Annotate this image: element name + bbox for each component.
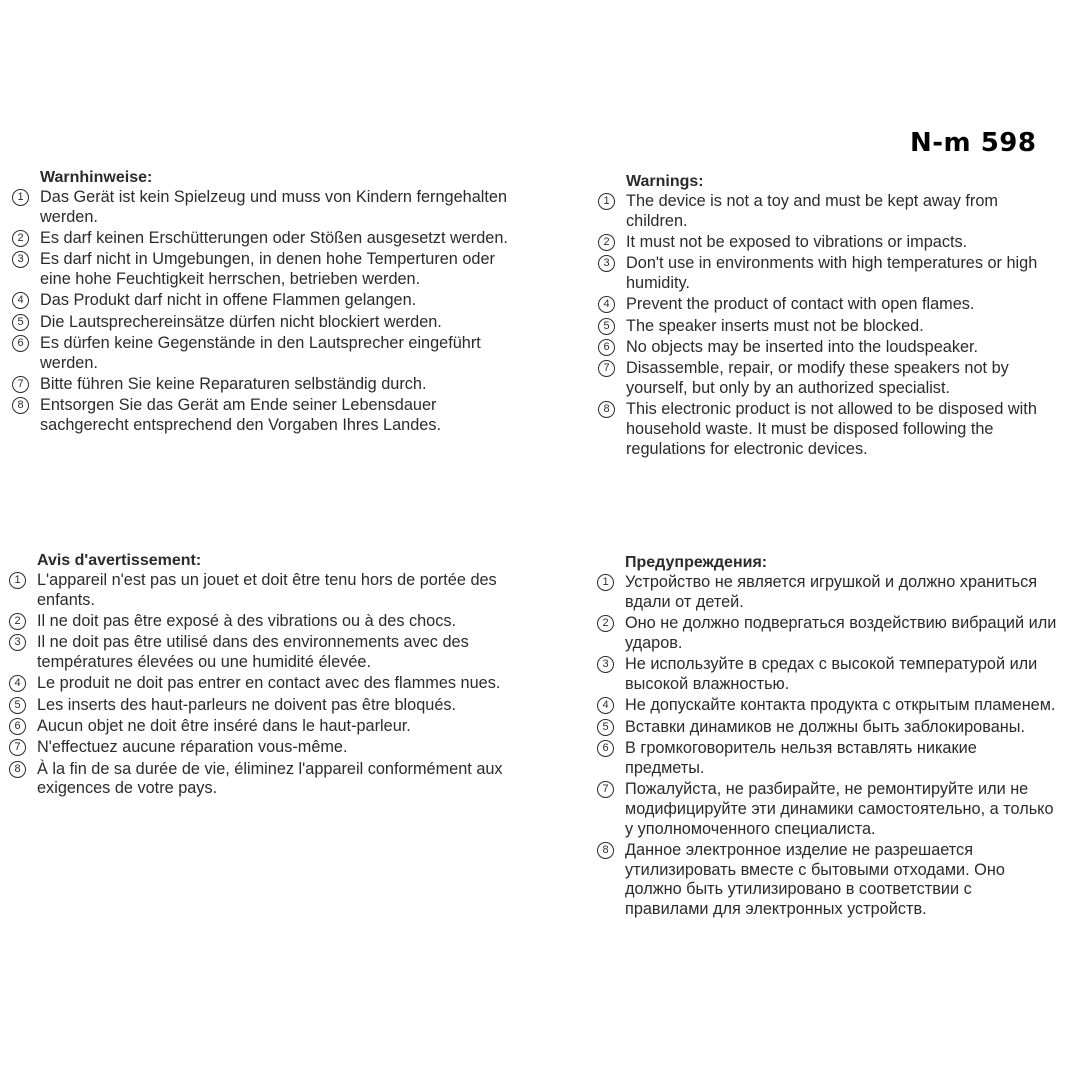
warning-item xyxy=(598,192,1060,232)
warning-text: À la fin de sa durée de vie, éliminez l'appareil conformément aux exigences de votre pays. xyxy=(37,759,503,798)
warning-text: В громкоговоритель нельзя вставлять никакие предметы. xyxy=(625,738,977,777)
warning-text: Disassemble, repair, or modify these speakers not by yourself, but only by an authorized specialist. xyxy=(626,359,1009,398)
section-heading: Предупреждения: xyxy=(625,554,768,571)
warning-text: Bitte führen Sie keine Reparaturen selbständig durch. xyxy=(40,375,427,394)
warning-text: Das Gerät ist kein Spielzeug und muss von Kindern ferngehalten werden. xyxy=(40,188,507,226)
warning-text: The device is not a toy and must be kept away from children. xyxy=(626,192,998,230)
item-number-badge: 2 xyxy=(9,613,26,630)
warning-item xyxy=(9,696,509,716)
item-number-badge: 1 xyxy=(597,574,614,591)
warning-list xyxy=(597,573,1059,920)
warning-item xyxy=(598,338,1060,358)
item-number-badge: 2 xyxy=(598,234,615,251)
item-number-badge: 7 xyxy=(597,781,614,798)
warning-item xyxy=(598,254,1060,294)
warning-text: Es darf nicht in Umgebungen, in denen hohe Temperturen oder eine hohe Feuchtigkeit herrschen, betrieben werden. xyxy=(40,250,495,289)
warning-text: Не допускайте контакта продукта с открытым пламенем. xyxy=(625,696,1056,715)
warning-text: Пожалуйста, не разбирайте, не ремонтируйте или не модифицируйте эти динамики самостоятельно, а только у уполномоченного специалиста. xyxy=(625,779,1054,838)
warning-item xyxy=(12,334,512,374)
section-heading: Warnings: xyxy=(626,173,704,190)
warning-text: Оно не должно подвергаться воздействию вибраций или ударов. xyxy=(625,614,1057,652)
item-number-badge: 2 xyxy=(12,230,29,247)
warning-text: Prevent the product of contact with open flames. xyxy=(626,295,975,314)
warning-item xyxy=(12,250,512,290)
warning-item xyxy=(12,375,512,395)
warning-text: Entsorgen Sie das Gerät am Ende seiner Lebensdauer sachgerecht entsprechend den Vorgaben Ihres Landes. xyxy=(40,396,441,435)
section-heading: Warnhinweise: xyxy=(40,169,153,186)
warning-item xyxy=(12,229,512,249)
warning-item xyxy=(597,573,1059,613)
warning-item xyxy=(598,400,1060,459)
item-number-badge: 3 xyxy=(597,656,614,673)
warning-item xyxy=(9,612,509,632)
warning-text: N'effectuez aucune réparation vous-même. xyxy=(37,738,348,757)
warning-text: Не используйте в средах с высокой температурой или высокой влажностью. xyxy=(625,655,1038,693)
warning-list xyxy=(12,188,512,436)
warning-text: Die Lautsprechereinsätze dürfen nicht blockiert werden. xyxy=(40,312,442,331)
item-number-badge: 8 xyxy=(9,761,26,778)
model-number: N-m 598 xyxy=(910,128,1037,158)
warning-text: L'appareil n'est pas un jouet et doit être tenu hors de portée des enfants. xyxy=(37,571,497,609)
warning-item xyxy=(597,696,1059,716)
item-number-badge: 6 xyxy=(9,718,26,735)
warning-text: Il ne doit pas être utilisé dans des environnements avec des températures élevées ou une humidité élevée. xyxy=(37,633,469,672)
warning-text: Les inserts des haut-parleurs ne doivent pas être bloqués. xyxy=(37,695,457,714)
warning-item xyxy=(598,295,1060,315)
warning-item xyxy=(598,233,1060,253)
warning-text: Устройство не является игрушкой и должно храниться вдали от детей. xyxy=(625,573,1038,611)
warning-item xyxy=(9,738,509,758)
warning-item xyxy=(9,760,509,800)
item-number-badge: 8 xyxy=(597,842,614,859)
warning-item xyxy=(597,841,1059,920)
item-number-badge: 4 xyxy=(598,296,615,313)
warning-list xyxy=(9,571,509,799)
warning-text: Aucun objet ne doit être inséré dans le haut-parleur. xyxy=(37,717,411,736)
item-number-badge: 4 xyxy=(597,697,614,714)
item-number-badge: 2 xyxy=(597,615,614,632)
item-number-badge: 3 xyxy=(9,634,26,651)
warning-item xyxy=(12,188,512,228)
item-number-badge: 8 xyxy=(598,401,615,418)
warnings-english xyxy=(598,172,1060,461)
item-number-badge: 7 xyxy=(12,376,29,393)
warning-item xyxy=(597,655,1059,695)
warning-list xyxy=(598,192,1060,460)
item-number-badge: 6 xyxy=(598,339,615,356)
warning-text: This electronic product is not allowed to be disposed with household waste. It must be disposed following the regulations for electronic devices. xyxy=(626,400,1037,459)
warning-item xyxy=(9,571,509,611)
warnings-french xyxy=(9,551,509,801)
warning-item xyxy=(12,313,512,333)
warnings-german xyxy=(12,168,512,438)
section-heading: Avis d'avertissement: xyxy=(37,552,202,569)
warning-item xyxy=(598,317,1060,337)
warning-item xyxy=(12,291,512,311)
warning-text: Es darf keinen Erschütterungen oder Stößen ausgesetzt werden. xyxy=(40,229,508,248)
item-number-badge: 4 xyxy=(9,675,26,692)
warning-item xyxy=(9,633,509,673)
item-number-badge: 3 xyxy=(12,251,29,268)
warning-text: Данное электронное изделие не разрешается утилизировать вместе с бытовыми отходами. Оно должно быть утилизировано в соответствии с правилами для электронных устройств. xyxy=(625,840,1005,919)
warning-text: No objects may be inserted into the loudspeaker. xyxy=(626,338,979,357)
item-number-badge: 6 xyxy=(597,740,614,757)
item-number-badge: 5 xyxy=(597,719,614,736)
warning-text: Das Produkt darf nicht in offene Flammen gelangen. xyxy=(40,291,417,310)
warning-text: The speaker inserts must not be blocked. xyxy=(626,316,924,335)
item-number-badge: 5 xyxy=(598,318,615,335)
item-number-badge: 6 xyxy=(12,335,29,352)
item-number-badge: 7 xyxy=(598,360,615,377)
item-number-badge: 5 xyxy=(12,314,29,331)
warning-item xyxy=(9,717,509,737)
warning-item xyxy=(597,718,1059,738)
warning-text: Вставки динамиков не должны быть заблокированы. xyxy=(625,717,1025,736)
item-number-badge: 1 xyxy=(12,189,29,206)
warning-item xyxy=(598,359,1060,399)
warning-item xyxy=(12,396,512,436)
item-number-badge: 4 xyxy=(12,292,29,309)
warnings-russian xyxy=(597,553,1059,922)
item-number-badge: 7 xyxy=(9,739,26,756)
item-number-badge: 1 xyxy=(9,572,26,589)
item-number-badge: 1 xyxy=(598,193,615,210)
item-number-badge: 8 xyxy=(12,397,29,414)
warning-item xyxy=(597,614,1059,654)
warning-item xyxy=(597,780,1059,839)
warning-text: Le produit ne doit pas entrer en contact avec des flammes nues. xyxy=(37,674,501,693)
warning-item xyxy=(597,739,1059,779)
item-number-badge: 3 xyxy=(598,255,615,272)
warning-item xyxy=(9,674,509,694)
warning-text: Don't use in environments with high temperatures or high humidity. xyxy=(626,254,1038,293)
warning-text: It must not be exposed to vibrations or impacts. xyxy=(626,233,968,252)
warning-text: Es dürfen keine Gegenstände in den Lautsprecher eingeführt werden. xyxy=(40,334,481,372)
item-number-badge: 5 xyxy=(9,697,26,714)
warning-text: Il ne doit pas être exposé à des vibrations ou à des chocs. xyxy=(37,612,457,631)
